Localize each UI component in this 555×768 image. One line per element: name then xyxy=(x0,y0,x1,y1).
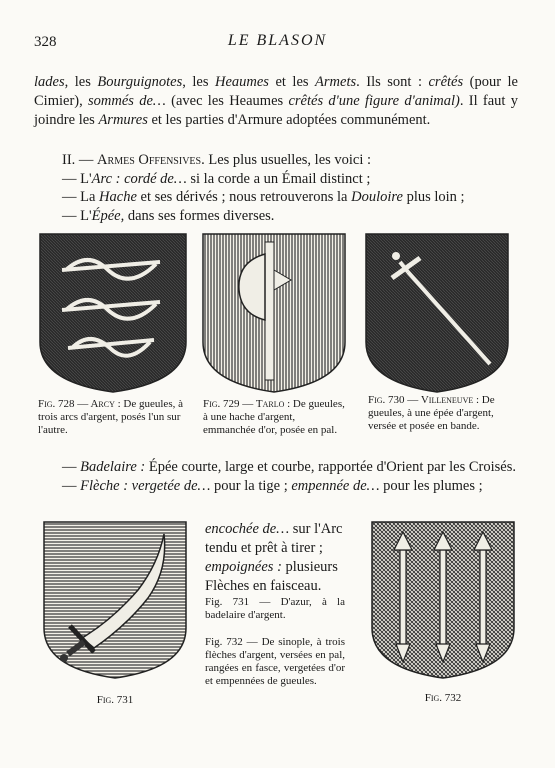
shield-villeneuve-icon xyxy=(364,232,510,394)
text: , les xyxy=(64,74,98,90)
text: . Il faut y joindre les xyxy=(34,93,518,128)
text: plus loin ; xyxy=(402,189,465,205)
text: — xyxy=(62,477,81,494)
term-fleche: Flèche : vergetée de… xyxy=(80,477,211,494)
term-lades: lades xyxy=(34,74,65,90)
label-fig-731: Fig. 731 xyxy=(96,694,134,706)
term: Arc : cordé de… xyxy=(91,170,187,187)
term-empennee: empennée de… xyxy=(291,477,380,494)
caption-label: Fig. 728 — Arcy xyxy=(38,398,115,410)
text: pour la tige ; xyxy=(210,477,292,494)
caption-text: : De gueules, à trois arcs d'argent, posés l'un sur l'autre. xyxy=(38,398,183,436)
term: Hache xyxy=(99,189,137,205)
text: II. — xyxy=(62,152,98,168)
caption-label: Fig. 729 — Tarlo xyxy=(203,398,285,410)
fleche-continuation xyxy=(205,520,355,596)
term-encochee: encochée de… xyxy=(205,521,290,537)
caption-fig-731: Fig. 731 — D'azur, à la badelaire d'argent. xyxy=(205,596,345,621)
shield-tarlo-icon xyxy=(201,232,347,394)
text: Épée courte, large et courbe, rapportée d'Orient par les Croisés. xyxy=(145,459,516,475)
text: (pour le Cimier), xyxy=(34,74,518,109)
text: (avec les Heaumes xyxy=(165,93,289,109)
caption-fig-729 xyxy=(203,398,348,437)
text: plusieurs Flèches en faisceau. xyxy=(205,559,338,594)
list-item xyxy=(62,188,465,207)
heading-small-caps: Armes Offensives xyxy=(97,152,202,168)
term: Douloire xyxy=(351,189,403,205)
text: et ses dérivés ; nous retrouverons la xyxy=(136,189,352,205)
badelaire-fleche-paragraph xyxy=(34,458,518,495)
term-sommes: sommés de… xyxy=(88,93,166,109)
fleche-entry xyxy=(34,477,518,496)
term-armets: Armets xyxy=(315,74,357,90)
text: . Ils sont : xyxy=(356,74,429,90)
label-fig-732: Fig. 732 xyxy=(424,692,462,704)
term: Épée, xyxy=(91,207,125,224)
caption-text: : De gueules, à une épée d'argent, versée et posée en bande. xyxy=(368,394,495,432)
text: si la corde a un Émail distinct ; xyxy=(186,170,371,187)
shield-fleches-icon xyxy=(370,520,516,680)
text: et les parties d'Armure adoptées communément. xyxy=(147,112,431,128)
shield-badelaire-icon xyxy=(42,520,188,680)
text: — La xyxy=(62,189,100,205)
caption-fig-728 xyxy=(38,398,188,437)
term-bourguignotes: Bourguignotes xyxy=(97,74,183,90)
term-empoignees: empoignées : xyxy=(205,559,282,575)
text: — L' xyxy=(62,207,92,224)
caption-fig-732: Fig. 732 — De sinople, à trois flèches d'argent, versées en pal, rangées en fasce, vergetées d'or et empennées de gueules. xyxy=(205,636,345,687)
list-item xyxy=(62,207,465,226)
badelaire-entry xyxy=(34,458,518,477)
term-badelaire: Badelaire : xyxy=(80,459,146,475)
term-armures: Armures xyxy=(98,112,148,128)
text: . Les plus usuelles, les voici : xyxy=(201,152,372,168)
caption-fig-730 xyxy=(368,394,518,433)
text: dans ses formes diverses. xyxy=(124,207,275,224)
text: — xyxy=(62,459,81,475)
page-number: 328 xyxy=(34,34,57,50)
text: pour les plumes ; xyxy=(379,477,483,494)
text: sur l'Arc tendu et prêt à tirer ; xyxy=(205,521,343,556)
section-heading xyxy=(62,151,465,170)
intro-paragraph xyxy=(34,73,518,130)
shield-arcy-icon xyxy=(38,232,188,394)
text: et les xyxy=(268,74,316,90)
text: — L' xyxy=(62,170,92,187)
offensive-arms-list xyxy=(62,151,465,225)
running-title: LE BLASON xyxy=(227,32,328,49)
list-item xyxy=(62,170,465,189)
caption-text: : De gueules, à une hache d'argent, emmanchée d'or, posée en pal. xyxy=(203,398,345,436)
caption-label: Fig. 730 — Villeneuve xyxy=(368,394,474,406)
term-heaumes: Heaumes xyxy=(214,74,269,90)
term-cretes-figure: crêtés d'une figure d'animal) xyxy=(288,93,460,109)
term-cretes: crêtés xyxy=(428,74,464,90)
text: , les xyxy=(182,74,215,90)
